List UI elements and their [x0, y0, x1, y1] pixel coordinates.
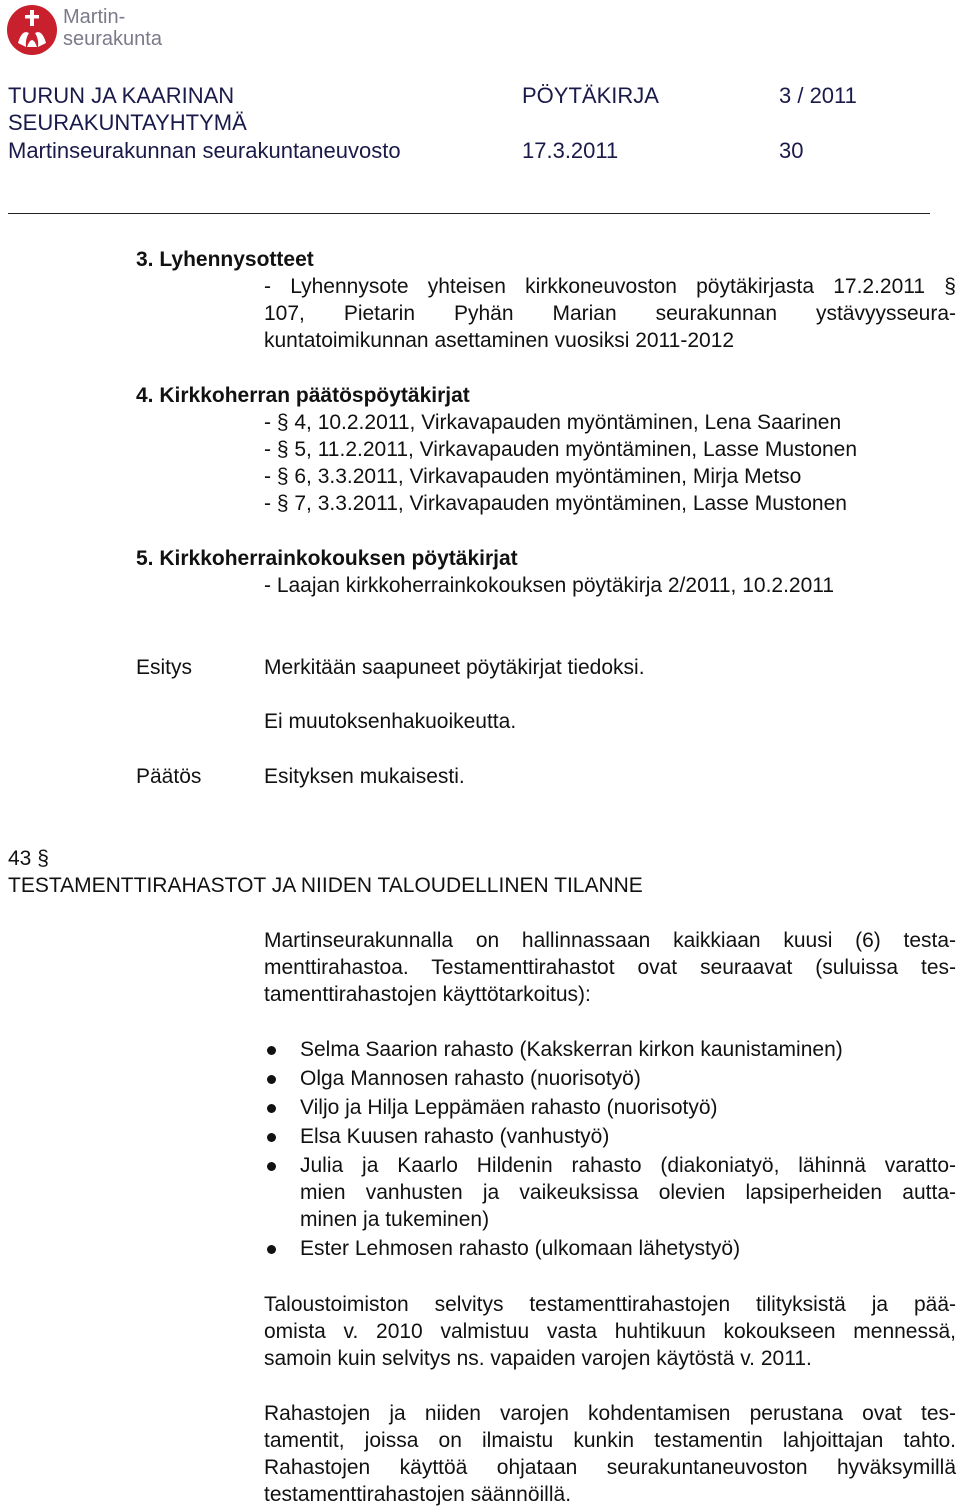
- item-3-line: - Lyhennysote yhteisen kirkkoneuvoston pöytäkirjasta 17.2.2011 §: [264, 275, 956, 298]
- item-4-heading: 4. Kirkkoherran päätöspöytäkirjat: [136, 384, 470, 407]
- body-name: Martinseurakunnan seurakuntaneuvosto: [8, 138, 401, 163]
- bullet-icon: [267, 1046, 276, 1055]
- header-divider: [8, 213, 930, 214]
- paragraph-line: tamentit, joissa on ilmaistu kunkin testamentin lahjoittajan tahto.: [264, 1429, 956, 1452]
- section-number: 43 §: [8, 847, 49, 870]
- section-title: TESTAMENTTIRAHASTOT JA NIIDEN TALOUDELLINEN TILANNE: [8, 874, 643, 897]
- bullet-icon: [267, 1245, 276, 1254]
- fund-line: Viljo ja Hilja Leppämäen rahasto (nuorisotyö): [300, 1096, 718, 1119]
- intro-line: Martinseurakunnalla on hallinnassaan kaikkiaan kuusi (6) testa-: [264, 929, 956, 952]
- logo-line-1: Martin-: [63, 6, 126, 28]
- bullet-icon: [267, 1104, 276, 1113]
- bullet-icon: [267, 1162, 276, 1171]
- intro-line: menttirahastoa. Testamenttirahastot ovat seuraavat (suluissa tes-: [264, 956, 956, 979]
- item-4-line: - § 4, 10.2.2011, Virkavapauden myöntäminen, Lena Saarinen: [264, 411, 842, 434]
- doc-type: PÖYTÄKIRJA: [522, 83, 659, 108]
- fund-line: Olga Mannosen rahasto (nuorisotyö): [300, 1067, 641, 1090]
- intro-line: tamenttirahastojen käyttötarkoitus):: [264, 983, 591, 1006]
- section-paragraph-2: [264, 1291, 956, 1372]
- page-number: 30: [779, 138, 804, 163]
- meeting-date: 17.3.2011: [522, 138, 619, 163]
- fund-line: minen ja tukeminen): [300, 1208, 490, 1231]
- parish-logo: [5, 3, 59, 62]
- logo-line-2: seurakunta: [63, 28, 162, 50]
- bullet-icon: [267, 1075, 276, 1084]
- list-item: [264, 1094, 956, 1121]
- appeal-text: Ei muutoksenhakuoikeutta.: [264, 710, 517, 733]
- item-5-line: - Laajan kirkkoherrainkokouksen pöytäkirja 2/2011, 10.2.2011: [264, 574, 835, 597]
- item-4-line: - § 7, 3.3.2011, Virkavapauden myöntäminen, Lasse Mustonen: [264, 492, 847, 515]
- parish-logo-text: [63, 6, 162, 50]
- list-item: [264, 1123, 956, 1150]
- paragraph-line: Rahastojen käyttöä ohjataan seurakuntaneuvoston hyväksymillä: [264, 1456, 956, 1479]
- fund-list: [264, 1036, 956, 1262]
- fund-line: Selma Saarion rahasto (Kakskerran kirkon kaunistaminen): [300, 1038, 843, 1061]
- esitys-label: Esitys: [136, 656, 193, 679]
- paragraph-line: samoin kuin selvitys ns. vapaiden varojen käytöstä v. 2011.: [264, 1347, 812, 1370]
- fund-line: Julia ja Kaarlo Hildenin rahasto (diakoniatyö, lähinnä varatto-: [300, 1154, 956, 1177]
- org-name-line-1: TURUN JA KAARINAN: [8, 83, 235, 108]
- paragraph-line: testamenttirahastojen säännöillä.: [264, 1483, 572, 1506]
- item-3-heading: 3. Lyhennysotteet: [136, 248, 314, 271]
- item-3-line: kuntatoimikunnan asettaminen vuosiksi 2011-2012: [264, 329, 735, 352]
- item-5-heading: 5. Kirkkoherrainkokouksen pöytäkirjat: [136, 547, 518, 570]
- doc-number: 3 / 2011: [779, 83, 857, 108]
- fund-line: mien vanhusten ja vaikeuksissa olevien lapsiperheiden autta-: [300, 1181, 956, 1204]
- item-4-text: [264, 409, 956, 517]
- list-item: [264, 1152, 956, 1233]
- item-4-line: - § 6, 3.3.2011, Virkavapauden myöntäminen, Mirja Metso: [264, 465, 802, 488]
- paragraph-line: omista v. 2010 valmistuu vasta huhtikuun kokoukseen mennessä,: [264, 1320, 956, 1343]
- fund-line: Elsa Kuusen rahasto (vanhustyö): [300, 1125, 610, 1148]
- paatos-text: Esityksen mukaisesti.: [264, 765, 465, 788]
- list-item: [264, 1036, 956, 1063]
- list-item: [264, 1235, 956, 1262]
- paragraph-line: Taloustoimiston selvitys testamenttirahastojen tilityksistä ja pää-: [264, 1293, 956, 1316]
- list-item: [264, 1065, 956, 1092]
- item-4-line: - § 5, 11.2.2011, Virkavapauden myöntäminen, Lasse Mustonen: [264, 438, 858, 461]
- parish-logo-icon: [5, 3, 59, 57]
- section-paragraph-3: [264, 1400, 956, 1508]
- item-5-text: [264, 572, 956, 599]
- bullet-icon: [267, 1133, 276, 1142]
- paragraph-line: Rahastojen ja niiden varojen kohdentamisen perustana ovat tes-: [264, 1402, 956, 1425]
- item-3-line: 107, Pietarin Pyhän Marian seurakunnan ystävyysseura-: [264, 302, 956, 325]
- section-intro: [264, 927, 956, 1008]
- paatos-label: Päätös: [136, 765, 202, 788]
- fund-line: Ester Lehmosen rahasto (ulkomaan lähetystyö): [300, 1237, 741, 1260]
- item-3-text: [264, 273, 956, 354]
- esitys-text: Merkitään saapuneet pöytäkirjat tiedoksi.: [264, 656, 645, 679]
- org-name-line-2: SEURAKUNTAYHTYMÄ: [8, 110, 247, 135]
